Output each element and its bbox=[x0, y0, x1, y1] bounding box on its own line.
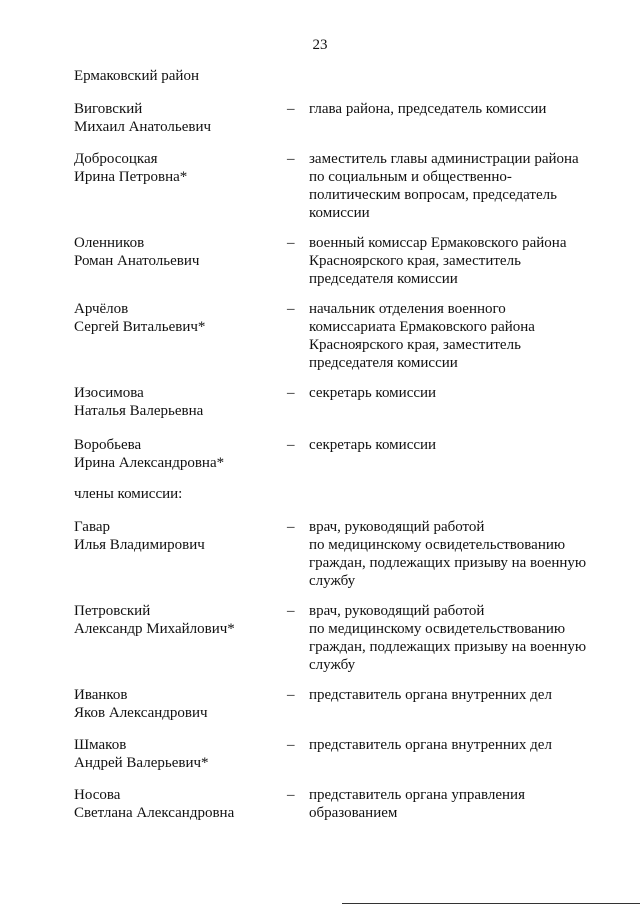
member-name-line: Шмаков bbox=[74, 737, 127, 753]
dash-separator: – bbox=[287, 737, 295, 753]
member-role-line: по социальным и общественно- bbox=[309, 169, 512, 185]
member-name bbox=[74, 518, 274, 554]
member-name-line: Светлана Александровна bbox=[74, 805, 235, 821]
member-role-line: председателя комиссии bbox=[309, 271, 458, 287]
member-role-line: граждан, подлежащих призыву на военную bbox=[309, 639, 587, 655]
member-name-line: Роман Анатольевич bbox=[74, 253, 200, 269]
member-name bbox=[74, 436, 274, 472]
member-role-line: секретарь комиссии bbox=[309, 437, 437, 453]
member-role-line: комиссии bbox=[309, 205, 370, 221]
member-role-line: врач, руководящий работой bbox=[309, 603, 485, 619]
member-role bbox=[309, 518, 609, 590]
bottom-rule bbox=[342, 903, 640, 904]
member-name-line: Петровский bbox=[74, 603, 151, 619]
member-role bbox=[309, 234, 609, 288]
member-role bbox=[309, 100, 609, 118]
member-name bbox=[74, 736, 274, 772]
member-name bbox=[74, 686, 274, 722]
member-role-line: заместитель главы администрации района bbox=[309, 151, 579, 167]
member-role bbox=[309, 786, 609, 822]
member-role-line: комиссариата Ермаковского района bbox=[309, 319, 535, 335]
dash-separator: – bbox=[287, 787, 295, 803]
member-role-line: военный комиссар Ермаковского района bbox=[309, 235, 567, 251]
district-heading: Ермаковский район bbox=[74, 68, 199, 84]
dash-separator: – bbox=[287, 385, 295, 401]
member-name-line: Андрей Валерьевич* bbox=[74, 755, 209, 771]
member-name-line: Изосимова bbox=[74, 385, 144, 401]
member-role bbox=[309, 436, 609, 454]
member-role bbox=[309, 150, 609, 222]
member-name-line: Арчёлов bbox=[74, 301, 129, 317]
member-role-line: начальник отделения военного bbox=[309, 301, 506, 317]
dash-separator: – bbox=[287, 687, 295, 703]
dash-separator: – bbox=[287, 603, 295, 619]
member-role bbox=[309, 300, 609, 372]
member-role bbox=[309, 686, 609, 704]
member-name-line: Оленников bbox=[74, 235, 145, 251]
dash-separator: – bbox=[287, 437, 295, 453]
member-role-line: образованием bbox=[309, 805, 398, 821]
member-name bbox=[74, 300, 274, 336]
member-role-line: Красноярского края, заместитель bbox=[309, 337, 521, 353]
dash-separator: – bbox=[287, 235, 295, 251]
member-role-line: службу bbox=[309, 657, 356, 673]
member-role-line: председателя комиссии bbox=[309, 355, 458, 371]
member-name bbox=[74, 602, 274, 638]
member-name bbox=[74, 234, 274, 270]
member-role-line: представитель органа управления bbox=[309, 787, 525, 803]
member-role bbox=[309, 736, 609, 754]
member-role-line: представитель органа внутренних дел bbox=[309, 687, 552, 703]
member-name-line: Наталья Валерьевна bbox=[74, 403, 204, 419]
member-name-line: Гавар bbox=[74, 519, 110, 535]
member-role-line: политическим вопросам, председатель bbox=[309, 187, 557, 203]
member-role-line: Красноярского края, заместитель bbox=[309, 253, 521, 269]
member-role-line: секретарь комиссии bbox=[309, 385, 437, 401]
member-role-line: службу bbox=[309, 573, 356, 589]
member-name bbox=[74, 786, 274, 822]
member-name-line: Яков Александрович bbox=[74, 705, 208, 721]
member-name bbox=[74, 100, 274, 136]
member-name-line: Ирина Петровна* bbox=[74, 169, 188, 185]
member-role-line: глава района, председатель комиссии bbox=[309, 101, 547, 117]
member-name bbox=[74, 384, 274, 420]
member-role-line: по медицинскому освидетельствованию bbox=[309, 621, 566, 637]
member-name-line: Илья Владимирович bbox=[74, 537, 205, 553]
page-number: 23 bbox=[312, 37, 328, 53]
member-name-line: Ирина Александровна* bbox=[74, 455, 225, 471]
dash-separator: – bbox=[287, 301, 295, 317]
member-role-line: врач, руководящий работой bbox=[309, 519, 485, 535]
member-name-line: Воробьева bbox=[74, 437, 142, 453]
member-name-line: Добросоцкая bbox=[74, 151, 158, 167]
member-name-line: Носова bbox=[74, 787, 121, 803]
dash-separator: – bbox=[287, 101, 295, 117]
member-name bbox=[74, 150, 274, 186]
member-role-line: представитель органа внутренних дел bbox=[309, 737, 552, 753]
dash-separator: – bbox=[287, 519, 295, 535]
member-name-line: Иванков bbox=[74, 687, 128, 703]
member-role-line: по медицинскому освидетельствованию bbox=[309, 537, 566, 553]
member-name-line: Александр Михайлович* bbox=[74, 621, 235, 637]
members-label: члены комиссии: bbox=[74, 486, 183, 502]
member-name-line: Сергей Витальевич* bbox=[74, 319, 206, 335]
member-role-line: граждан, подлежащих призыву на военную bbox=[309, 555, 587, 571]
member-name-line: Виговский bbox=[74, 101, 143, 117]
member-role bbox=[309, 602, 609, 674]
dash-separator: – bbox=[287, 151, 295, 167]
member-name-line: Михаил Анатольевич bbox=[74, 119, 212, 135]
member-role bbox=[309, 384, 609, 402]
